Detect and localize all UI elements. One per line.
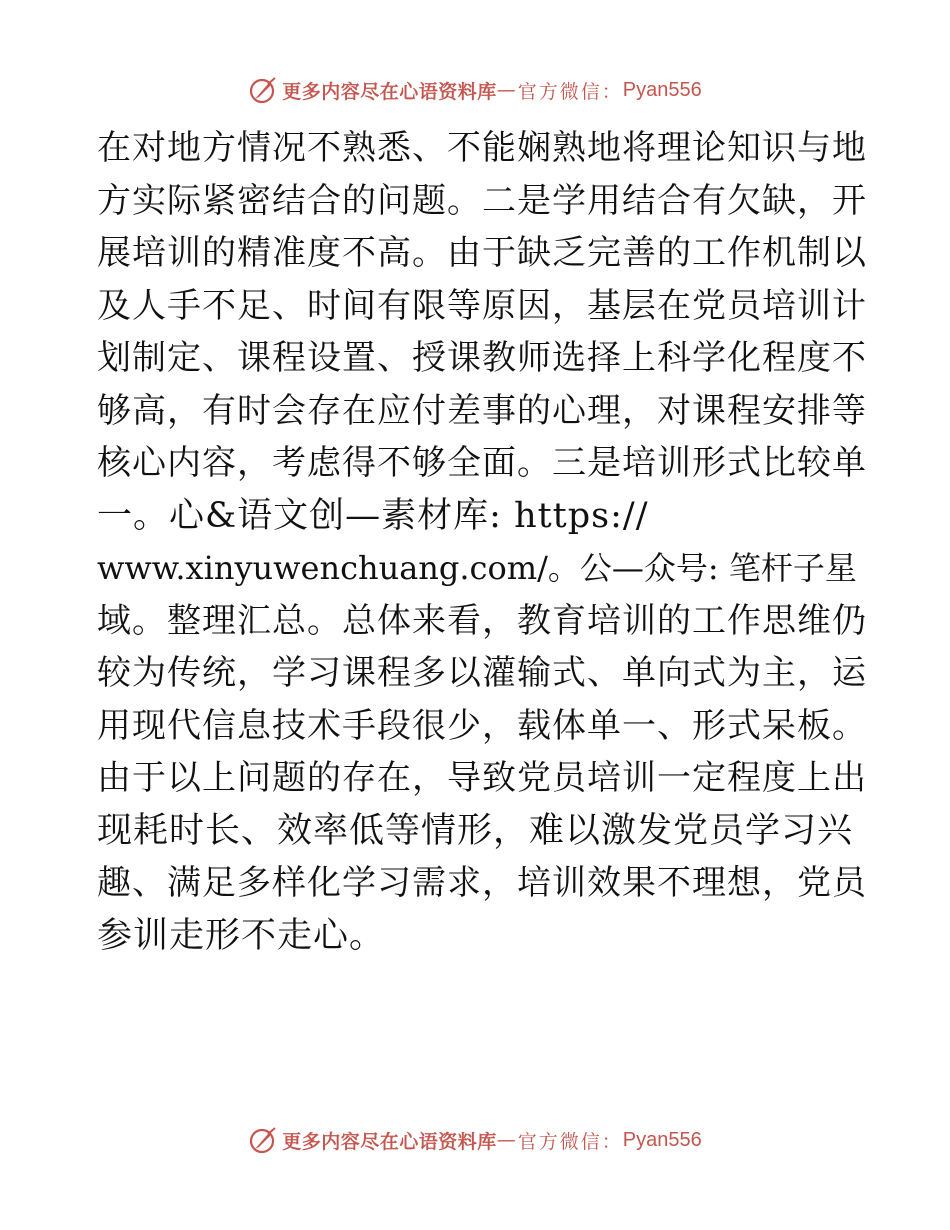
quill-pen-logo-icon xyxy=(248,1125,278,1155)
body-line: 趣、满足多样化学习需求，培训效果不理想，党员 xyxy=(97,863,867,903)
body-line: 核心内容，考虑得不够全面。三是培训形式比较单 xyxy=(97,443,867,483)
body-line: 由于以上问题的存在，导致党员培训一定程度上出 xyxy=(97,758,867,798)
body-line: 划制定、课程设置、授课教师选择上科学化程度不 xyxy=(97,338,867,378)
footer-banner xyxy=(0,1120,950,1160)
body-line: 及人手不足、时间有限等原因，基层在党员培训计 xyxy=(97,285,867,326)
footer-wechat-label: 官方微信： xyxy=(517,1130,623,1153)
footer-banner-dash: — xyxy=(496,1129,518,1151)
header-banner-text: 更多内容尽在心语资料库 xyxy=(282,80,497,103)
footer-wechat-id: Pyan556 xyxy=(622,1128,702,1151)
quill-pen-logo-icon xyxy=(248,75,278,105)
body-line: 现耗时长、效率低等情形，难以激发党员学习兴 xyxy=(97,810,854,851)
body-line: 展培训的精准度不高。由于缺乏完善的工作机制以 xyxy=(97,233,867,273)
body-line: 用现代信息技术手段很少，载体单一、形式呆板。 xyxy=(97,705,867,746)
body-line: 较为传统，学习课程多以灌输式、单向式为主，运 xyxy=(97,653,867,693)
header-banner-dash: — xyxy=(496,79,518,101)
body-line: 参训走形不走心。 xyxy=(97,915,386,956)
header-wechat-id: Pyan556 xyxy=(622,78,702,101)
body-line: 域。整理汇总。总体来看，教育培训的工作思维仍 xyxy=(97,600,867,641)
header-banner xyxy=(0,70,950,110)
body-line: 在对地方情况不熟悉、不能娴熟地将理论知识与地 xyxy=(97,128,867,168)
body-line: 一。心&语文创—素材库: https:// xyxy=(97,495,649,536)
header-wechat-label: 官方微信： xyxy=(517,80,623,103)
body-line: 够高，有时会存在应付差事的心理，对课程安排等 xyxy=(97,390,867,431)
body-text xyxy=(97,122,867,962)
body-line: 方实际紧密结合的问题。二是学用结合有欠缺，开 xyxy=(97,180,867,221)
body-line: www.xinyuwenchuang.com/。公—众号: 笔杆子星 xyxy=(97,549,857,587)
footer-banner-text: 更多内容尽在心语资料库 xyxy=(282,1130,497,1153)
